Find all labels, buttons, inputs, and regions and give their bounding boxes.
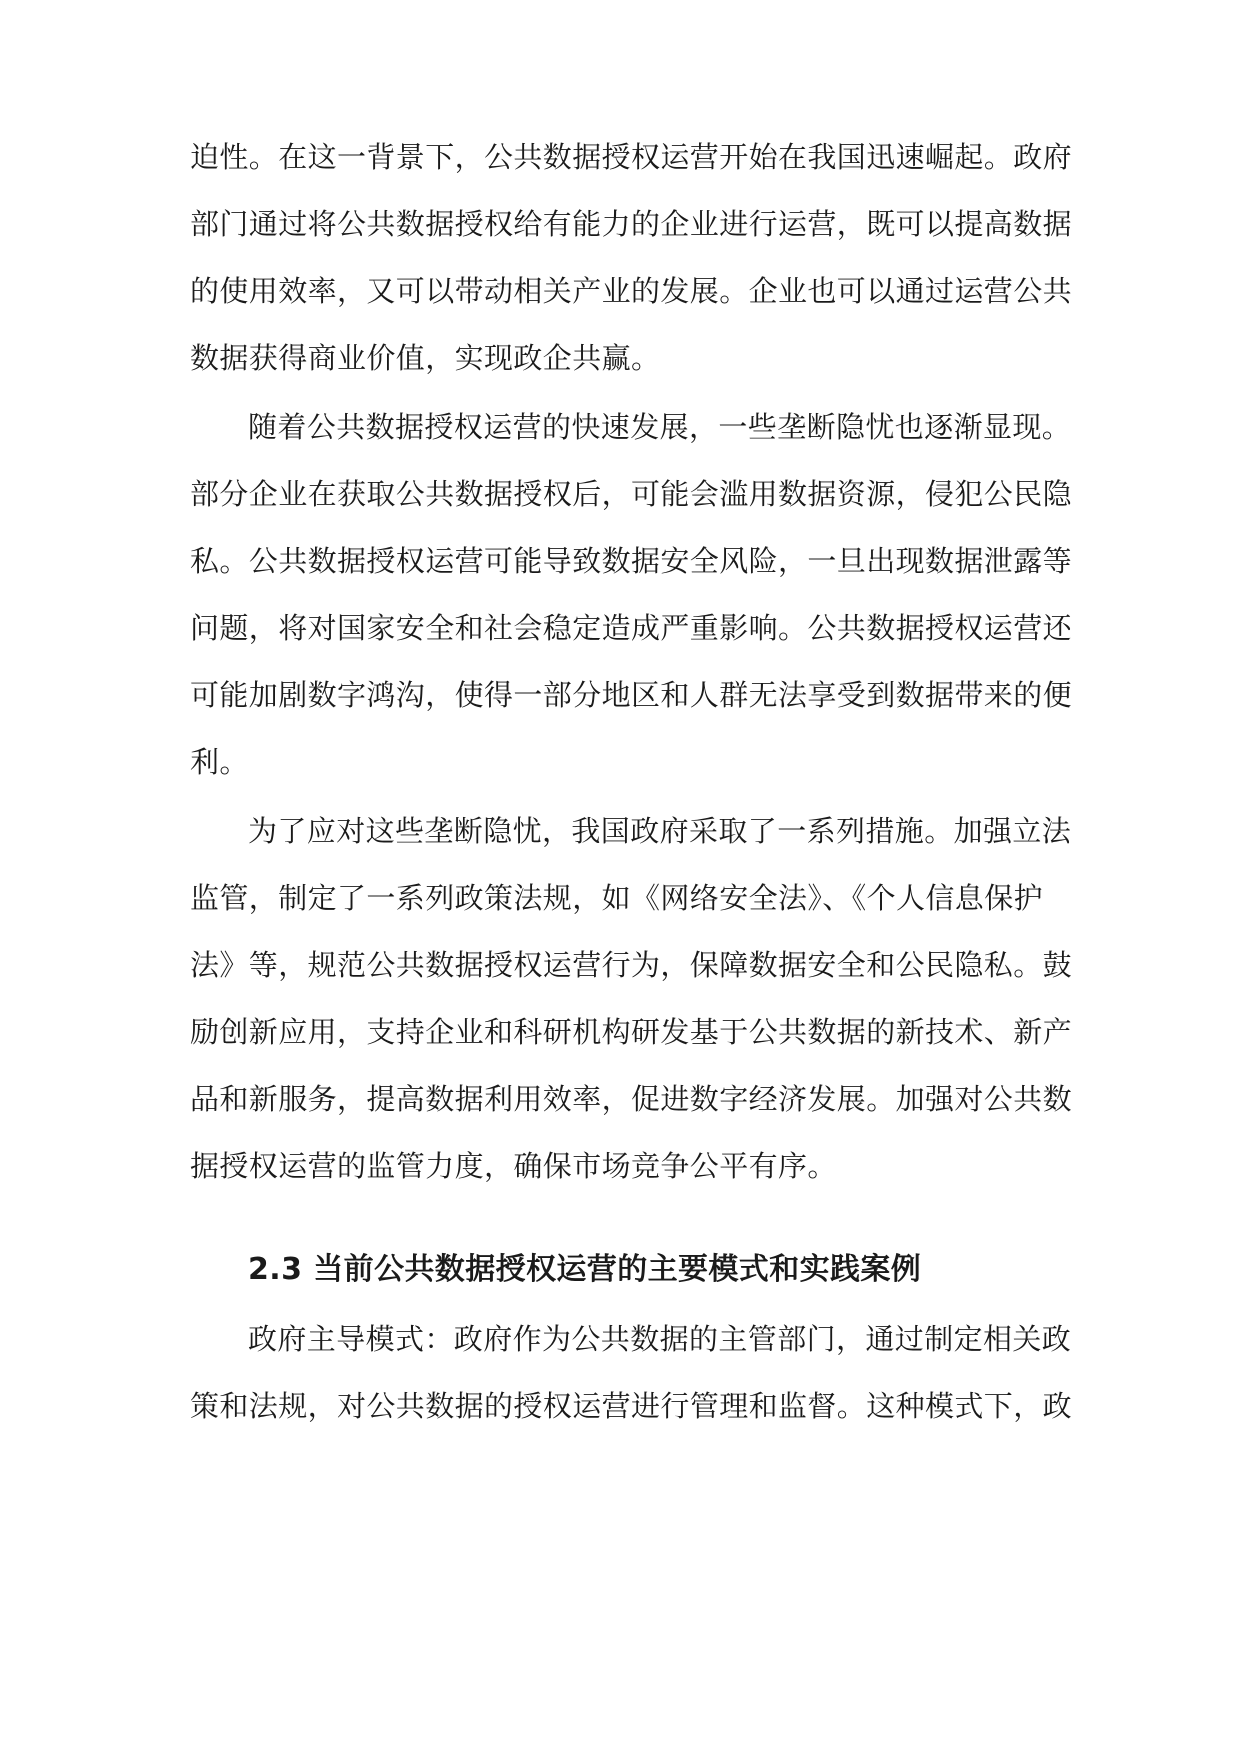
paragraph-1-line-4: 数据获得商业价值，实现政企共赢。 [190, 341, 661, 375]
paragraph-3-line-5: 品和新服务，提高数据利用效率，促进数字经济发展。加强对公共数 [190, 1082, 1073, 1116]
paragraph-2-line-5: 可能加剧数字鸿沟，使得一部分地区和人群无法享受到数据带来的便 [190, 678, 1073, 712]
paragraph-2-line-6: 利。 [190, 745, 249, 779]
paragraph-3-line-4: 励创新应用，支持企业和科研机构研发基于公共数据的新技术、新产 [190, 1015, 1073, 1049]
section-heading: 2.3 当前公共数据授权运营的主要模式和实践案例 [248, 1252, 922, 1287]
paragraph-3-line-6: 据授权运营的监管力度，确保市场竞争公平有序。 [190, 1149, 837, 1183]
paragraph-2-line-2: 部分企业在获取公共数据授权后，可能会滥用数据资源，侵犯公民隐 [190, 477, 1073, 511]
paragraph-3-line-3: 法》等，规范公共数据授权运营行为，保障数据安全和公民隐私。鼓 [190, 948, 1073, 982]
paragraph-2-line-4: 问题，将对国家安全和社会稳定造成严重影响。公共数据授权运营还 [190, 611, 1073, 645]
paragraph-4-line-2: 策和法规，对公共数据的授权运营进行管理和监督。这种模式下，政 [190, 1389, 1073, 1423]
paragraph-3-line-2: 监管，制定了一系列政策法规，如《网络安全法》、《个人信息保护 [190, 881, 1044, 915]
paragraph-1-line-1: 迫性。在这一背景下，公共数据授权运营开始在我国迅速崛起。政府 [190, 140, 1073, 174]
paragraph-1-line-2: 部门通过将公共数据授权给有能力的企业进行运营，既可以提高数据 [190, 207, 1073, 241]
paragraph-4-line-1: 政府主导模式：政府作为公共数据的主管部门，通过制定相关政 [248, 1322, 1072, 1356]
paragraph-2-line-3: 私。公共数据授权运营可能导致数据安全风险，一旦出现数据泄露等 [190, 544, 1073, 578]
paragraph-2-line-1: 随着公共数据授权运营的快速发展，一些垄断隐忧也逐渐显现。 [248, 410, 1072, 444]
paragraph-1-line-3: 的使用效率，又可以带动相关产业的发展。企业也可以通过运营公共 [190, 274, 1073, 308]
paragraph-3-line-1: 为了应对这些垄断隐忧，我国政府采取了一系列措施。加强立法 [248, 814, 1072, 848]
